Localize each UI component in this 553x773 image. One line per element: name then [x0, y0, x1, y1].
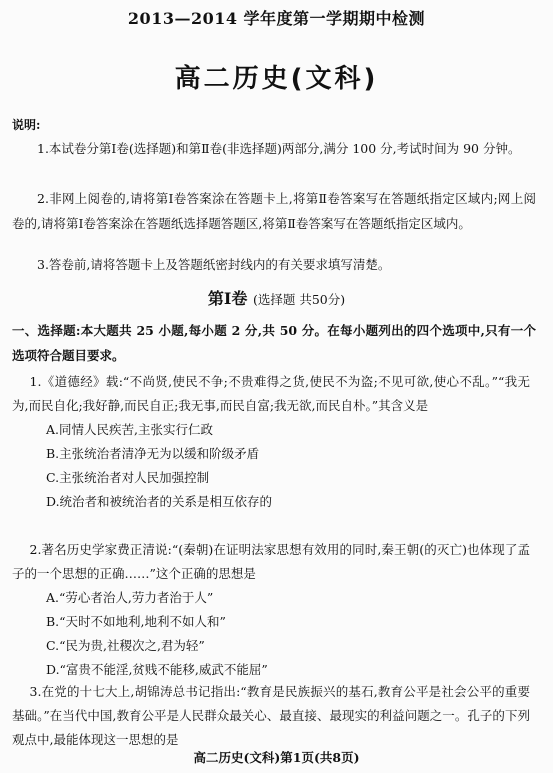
option-b: B.“天时不如地利,地利不如人和”: [46, 614, 226, 629]
instruction-item-2: 2.非网上阅卷的,请将第Ⅰ卷答案涂在答题卡上,将第Ⅱ卷答案写在答题纸指定区域内;网上阅卷的,请将第Ⅰ卷答案涂在答题纸选择题答题区,将第Ⅱ卷答案写在答题纸指定区域内。: [12, 191, 536, 231]
option-c: C.主张统治者对人民加强控制: [46, 470, 210, 485]
option-a: A.“劳心者治人,劳力者治于人”: [46, 590, 214, 605]
question-stem: 3.在党的十七大上,胡锦涛总书记指出:“教育是民族振兴的基石,教育公平是社会公平的重要基础。”在当代中国,教育公平是人民群众最关心、最直接、最现实的利益问题之一。孔子的下列观点中,最能体现这一思想的是: [12, 684, 530, 747]
instruction-item-1: 1.本试卷分第Ⅰ卷(选择题)和第Ⅱ卷(非选择题)两部分,满分 100 分,考试时间为 90 分钟。: [37, 141, 521, 156]
question-stem: 2.著名历史学家费正清说:“(秦朝)在证明法家思想有效用的同时,秦王朝(的灭亡)也体现了孟子的一个思想的正确……”这个正确的思想是: [12, 542, 530, 581]
page-footer: 高二历史(文科)第1页(共8页): [193, 750, 360, 765]
section-subtitle: (选择题 共50分): [252, 292, 346, 307]
instruction-item-3: 3.答卷前,请将答题卡上及答题纸密封线内的有关要求填写清楚。: [37, 257, 391, 272]
section-intro: 一、选择题:本大题共 25 小题,每小题 2 分,共 50 分。在每小题列出的四个选项中,只有一个选项符合题目要求。: [12, 323, 536, 363]
section-title: 第Ⅰ卷: [207, 289, 248, 308]
option-a: A.同情人民疾苦,主张实行仁政: [46, 422, 213, 437]
subject-title: 高二历史(文科): [174, 64, 379, 94]
instructions-label: 说明:: [12, 118, 41, 132]
exam-title: 2013—2014 学年度第一学期期中检测: [127, 9, 426, 28]
question-3: [12, 680, 536, 752]
option-d: D.统治者和被统治者的关系是相互依存的: [46, 494, 273, 509]
section-heading: [0, 286, 553, 309]
option-c: C.“民为贵,社稷次之,君为轻”: [46, 638, 205, 653]
question-2: [12, 538, 536, 682]
question-1: [12, 370, 536, 514]
option-d: D.“富贵不能淫,贫贱不能移,威武不能屈”: [46, 662, 268, 677]
question-stem: 1.《道德经》载:“不尚贤,使民不争;不贵难得之货,使民不为盗;不见可欲,使心不乱。”“我无为,而民自化;我好静,而民自正;我无事,而民自富;我无欲,而民自朴。”其含义是: [12, 374, 530, 413]
option-b: B.主张统治者清净无为以缓和阶级矛盾: [46, 446, 260, 461]
